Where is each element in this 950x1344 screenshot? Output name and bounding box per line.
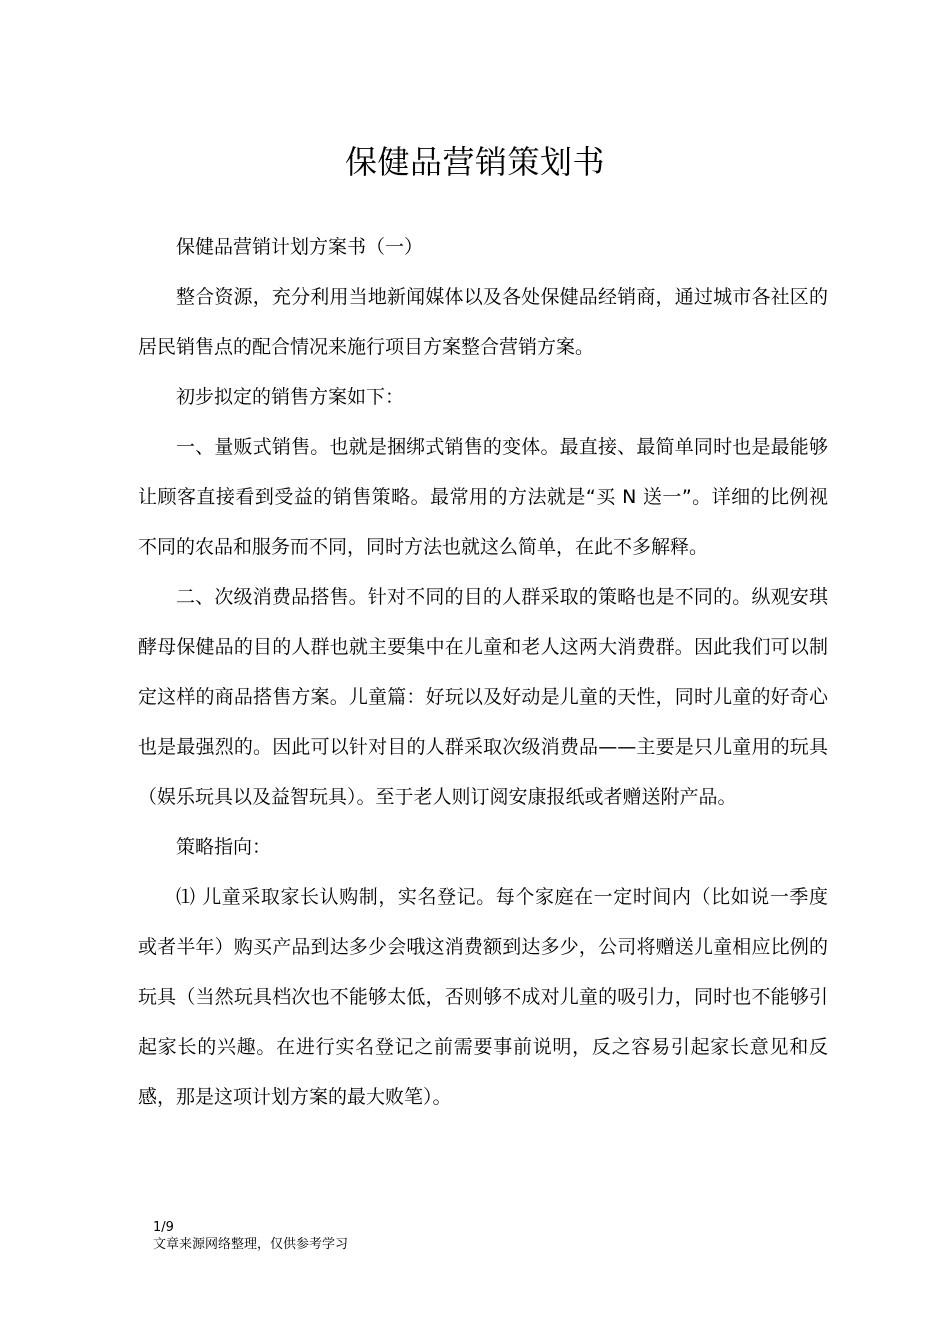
document-body [138,222,828,1122]
paragraph-subtitle: 保健品营销计划方案书（一） [176,236,424,258]
paragraph-initial-plan: 初步拟定的销售方案如下： [176,386,405,408]
document-title: 保健品营销策划书 [344,143,605,181]
paragraph-volume-sales: 一、量贩式销售。也就是捆绑式销售的变体。最直接、最简单同时也是最能够让顾客直接看到受益的销售策略。最常用的方法就是“买 N 送一”。详细的比例视不同的农品和服务而不同，同时方法也就这么简单，在此不多解释。 [138,436,828,558]
paragraph-strategy-one: ⑴ 儿童采取家长认购制，实名登记。每个家庭在一定时间内（比如说一季度或者半年）购买产品到达多少会哦这消费额到达多少，公司将赠送儿童相应比例的玩具（当然玩具档次也不能够太低，否则够不成对儿童的吸引力，同时也不能够引起家长的兴趣。在进行实名登记之前需要事前说明，反之容易引起家长意见和反感，那是这项计划方案的最大败笔）。 [138,886,828,1108]
paragraph-secondary-goods: 二、次级消费品搭售。针对不同的目的人群采取的策略也是不同的。纵观安琪酵母保健品的目的人群也就主要集中在儿童和老人这两大消费群。因此我们可以制定这样的商品搭售方案。儿童篇：好玩以及好动是儿童的天性，同时儿童的好奇心也是最强烈的。因此可以针对目的人群采取次级消费品——主要是只儿童用的玩具（娱乐玩具以及益智玩具）。至于老人则订阅安康报纸或者赠送附产品。 [138,586,828,808]
footer-note: 文章来源网络整理，仅供参考学习 [153,1237,349,1252]
paragraph-strategy-heading: 策略指向： [176,836,272,858]
paragraph-integrate-resources: 整合资源，充分利用当地新闻媒体以及各处保健品经销商，通过城市各社区的居民销售点的配合情况来施行项目方案整合营销方案。 [138,286,828,358]
page-footer [153,1220,348,1254]
page-number: 1/9 [153,1220,174,1235]
